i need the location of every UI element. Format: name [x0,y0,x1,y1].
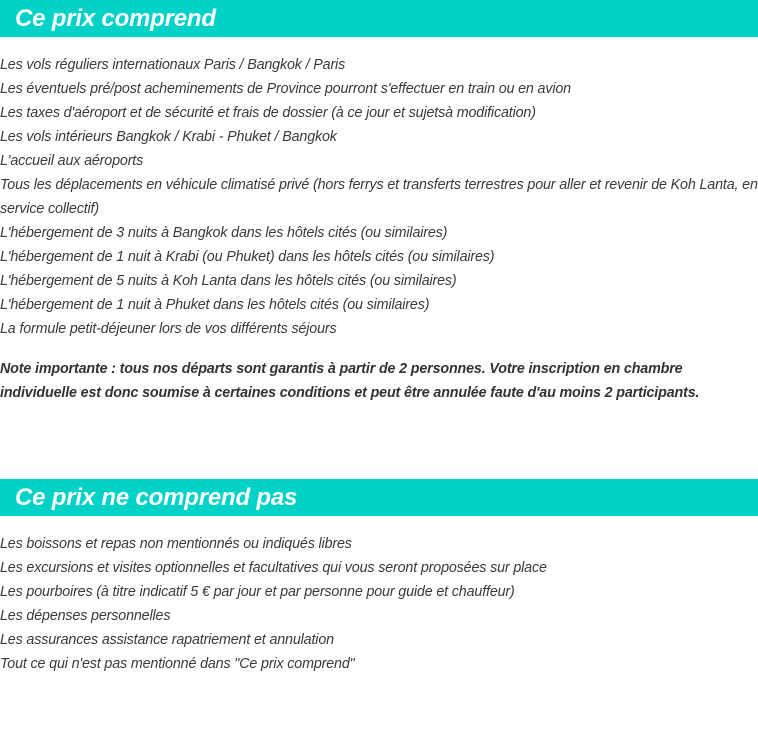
excluded-title: Ce prix ne comprend pas [15,483,298,511]
list-item: Les éventuels pré/post acheminements de Province pourront s'effectuer en train ou en avion [0,81,571,97]
included-title: Ce prix comprend [15,4,216,32]
list-item: La formule petit-déjeuner lors de vos différents séjours [0,321,337,337]
included-banner [0,0,758,37]
list-item: Les vols réguliers internationaux Paris / Bangkok / Paris [0,57,346,73]
list-item: L'hébergement de 5 nuits à Koh Lanta dans les hôtels cités (ou similaires) [0,273,457,289]
excluded-banner [0,479,758,516]
list-item: Les vols intérieurs Bangkok / Krabi - Phuket / Bangkok [0,129,337,145]
list-item: L'accueil aux aéroports [0,153,144,169]
important-note: Note importante : tous nos départs sont garantis à partir de 2 personnes. Votre inscription en chambre individuelle est donc soumise à certaines conditions et peut être annulée faute d'au moins 2 participants. [0,361,700,401]
list-item: Les dépenses personnelles [0,608,171,624]
list-item: Les excursions et visites optionnelles et facultatives qui vous seront proposées sur place [0,560,547,576]
list-item: Les pourboires (à titre indicatif 5 € par jour et par personne pour guide et chauffeur) [0,584,515,600]
included-list [0,53,758,341]
excluded-section [0,479,758,676]
list-item: Les taxes d'aéroport et de sécurité et frais de dossier (à ce jour et sujetsà modification) [0,105,536,121]
list-item: Tout ce qui n'est pas mentionné dans "Ce prix comprend" [0,656,355,672]
list-item: L'hébergement de 3 nuits à Bangkok dans les hôtels cités (ou similaires) [0,225,448,241]
list-item: Les assurances assistance rapatriement et annulation [0,632,334,648]
excluded-list [0,532,758,676]
list-item: L'hébergement de 1 nuit à Phuket dans les hôtels cités (ou similaires) [0,297,430,313]
list-item: Tous les déplacements en véhicule climatisé privé (hors ferrys et transferts terrestres pour aller et revenir de Koh Lanta, en service collectif) [0,177,758,217]
list-item: L'hébergement de 1 nuit à Krabi (ou Phuket) dans les hôtels cités (ou similaires) [0,249,495,265]
list-item: Les boissons et repas non mentionnés ou indiqués libres [0,536,352,552]
